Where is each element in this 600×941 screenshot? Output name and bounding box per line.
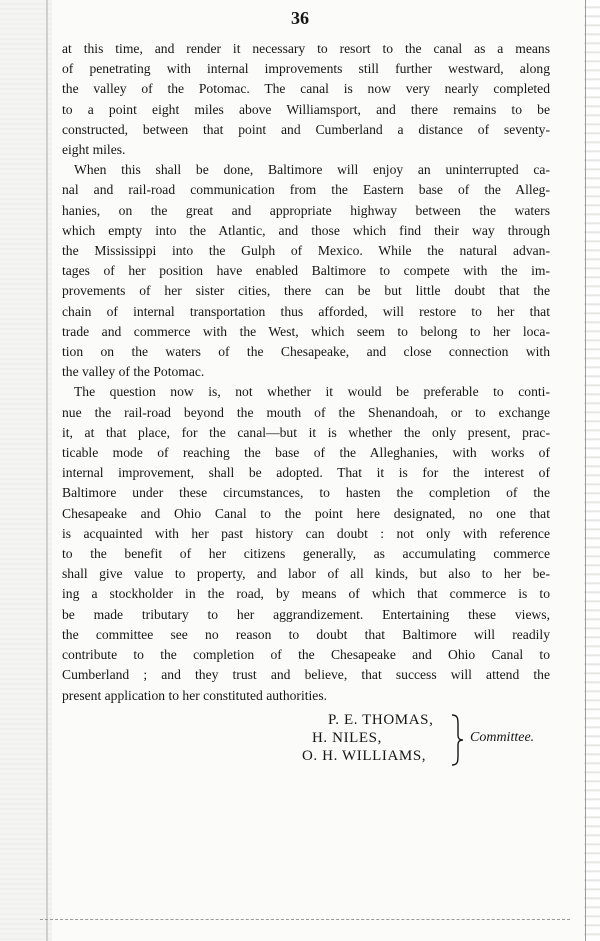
text-line: be made tributary to her aggrandizement. Entertaining these views,: [62, 606, 550, 622]
text-line: which empty into the Atlantic, and those which find their way through: [62, 222, 550, 238]
binding-margin: [0, 0, 52, 941]
binding-edge-line: [46, 0, 48, 941]
committee-label: Committee.: [470, 730, 535, 745]
paragraph-2: [62, 160, 550, 382]
text-line: the Mississippi into the Gulph of Mexico. While the natural advan-: [62, 243, 550, 259]
text-line: constructed, between that point and Cumberland a distance of seventy-: [62, 121, 550, 137]
text-line: it, at that place, for the canal—but it is whether the only present, prac-: [62, 424, 550, 440]
text-line: eight miles.: [62, 142, 126, 158]
right-scan-edge: [584, 0, 600, 941]
text-line: nue the rail-road beyond the mouth of the Shenandoah, or to exchange: [62, 404, 550, 420]
text-line: present application to her constituted authorities.: [62, 687, 328, 703]
text-line: is acquainted with her past history can doubt : not only with reference: [62, 525, 550, 541]
bottom-edge-line: [40, 919, 570, 921]
text-line: ticable mode of reaching the base of the Alleghanies, with works of: [62, 445, 550, 461]
text-line: tages of her position have enabled Baltimore to compete with the im-: [62, 263, 550, 279]
text-line: the valley of the Potomac. The canal is now very nearly completed: [62, 81, 550, 97]
text-line: to a point eight miles above Williamsport, and there remains to be: [62, 101, 550, 117]
paragraph-3: [62, 382, 550, 705]
body-text: [62, 39, 550, 706]
signature-williams: O. H. WILLIAMS,: [302, 748, 427, 764]
text-line: When this shall be done, Baltimore will enjoy an uninterrupted ca-: [74, 162, 550, 178]
text-line: ing a stockholder in the road, by means of which that commerce is to: [62, 586, 550, 602]
signature-thomas: P. E. THOMAS,: [328, 712, 434, 728]
text-line: hanies, on the great and appropriate highway between the waters: [62, 202, 550, 218]
text-line: provements of her sister cities, there can be but little doubt that the: [62, 283, 550, 299]
text-line: internal improvement, shall be adopted. That it is for the interest of: [62, 465, 550, 481]
right-edge-line: [585, 0, 586, 941]
text-line: of penetrating with internal improvements still further westward, along: [62, 61, 550, 77]
text-line: nal and rail-road communication from the Eastern base of the Alleg-: [62, 182, 550, 198]
curly-brace-icon: [450, 713, 464, 767]
text-line: Cumberland ; and they trust and believe, that success will attend the: [62, 667, 550, 683]
paragraph-1: [62, 39, 550, 160]
text-line: tion on the waters of the Chesapeake, and close connection with: [62, 344, 550, 360]
signature-niles: H. NILES,: [312, 730, 382, 746]
text-line: to the benefit of her citizens generally, as accumulating commerce: [62, 546, 550, 562]
text-line: Chesapeake and Ohio Canal to the point here designated, no one that: [62, 505, 550, 521]
text-line: The question now is, not whether it would be preferable to conti-: [74, 384, 550, 400]
text-line: the valley of the Potomac.: [62, 364, 205, 380]
signature-block: [300, 711, 560, 771]
text-line: chain of internal transportation thus afforded, will restore to her that: [62, 303, 550, 319]
text-line: trade and commerce with the West, which seem to belong to her loca-: [62, 323, 550, 339]
text-line: the committee see no reason to doubt that Baltimore will readily: [62, 626, 550, 642]
text-line: Baltimore under these circumstances, to hasten the completion of the: [62, 485, 550, 501]
text-line: contribute to the completion of the Chesapeake and Ohio Canal to: [62, 647, 550, 663]
text-line: at this time, and render it necessary to resort to the canal as a means: [62, 41, 550, 56]
text-line: shall give value to property, and labor of all kinds, but also to her be-: [62, 566, 550, 582]
page-number: 36: [291, 8, 309, 28]
